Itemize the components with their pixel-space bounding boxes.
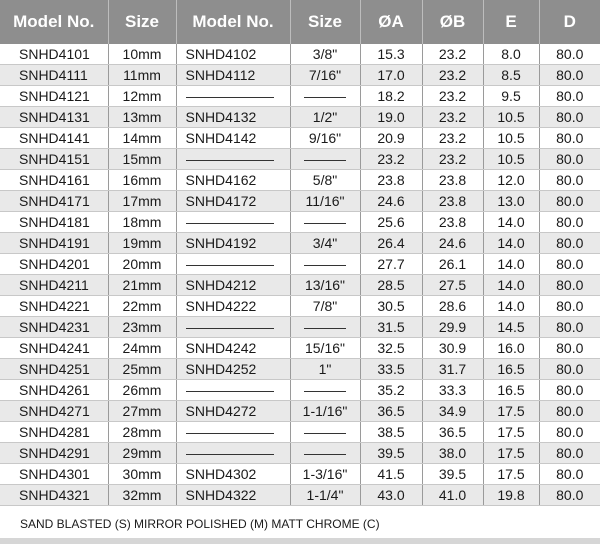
- table-row: [0, 44, 600, 65]
- cell-model-no-imperial: SNHD4252: [176, 359, 290, 380]
- cell-model-no-imperial: SNHD4192: [176, 233, 290, 254]
- cell-diameter-a: 38.5: [360, 422, 422, 443]
- table-row: [0, 86, 600, 107]
- cell-size-imperial: [290, 422, 360, 443]
- cell-model-no-metric: SNHD4241: [0, 338, 108, 359]
- cell-model-no-metric: SNHD4211: [0, 275, 108, 296]
- cell-d: 80.0: [539, 44, 600, 65]
- cell-size-metric: 26mm: [108, 380, 176, 401]
- cell-model-no-metric: SNHD4321: [0, 485, 108, 506]
- cell-size-metric: 11mm: [108, 65, 176, 86]
- table-row: [0, 296, 600, 317]
- cell-model-no-imperial: [176, 149, 290, 170]
- cell-size-metric: 24mm: [108, 338, 176, 359]
- not-available-dash: [304, 97, 346, 98]
- header-model-no-metric: Model No.: [0, 0, 108, 44]
- cell-diameter-b: 24.6: [422, 233, 483, 254]
- cell-d: 80.0: [539, 149, 600, 170]
- header-e: E: [483, 0, 539, 44]
- not-available-dash: [186, 223, 274, 224]
- cell-size-metric: 12mm: [108, 86, 176, 107]
- cell-diameter-a: 23.8: [360, 170, 422, 191]
- cell-e: 14.5: [483, 317, 539, 338]
- cell-size-imperial: [290, 254, 360, 275]
- cell-e: 10.5: [483, 128, 539, 149]
- cell-diameter-a: 28.5: [360, 275, 422, 296]
- cell-model-no-metric: SNHD4301: [0, 464, 108, 485]
- cell-d: 80.0: [539, 170, 600, 191]
- cell-size-imperial: 13/16": [290, 275, 360, 296]
- table-row: [0, 107, 600, 128]
- cell-diameter-a: 15.3: [360, 44, 422, 65]
- cell-model-no-imperial: [176, 443, 290, 464]
- cell-size-metric: 27mm: [108, 401, 176, 422]
- cell-diameter-b: 23.2: [422, 44, 483, 65]
- not-available-dash: [304, 265, 346, 266]
- cell-size-imperial: 15/16": [290, 338, 360, 359]
- cell-e: 17.5: [483, 464, 539, 485]
- cell-model-no-imperial: [176, 317, 290, 338]
- cell-size-metric: 16mm: [108, 170, 176, 191]
- cell-size-metric: 30mm: [108, 464, 176, 485]
- table-row: [0, 443, 600, 464]
- cell-e: 14.0: [483, 254, 539, 275]
- cell-model-no-metric: SNHD4251: [0, 359, 108, 380]
- cell-size-metric: 22mm: [108, 296, 176, 317]
- cell-d: 80.0: [539, 380, 600, 401]
- cell-diameter-b: 27.5: [422, 275, 483, 296]
- table-header-row: [0, 0, 600, 44]
- table-row: [0, 170, 600, 191]
- cell-diameter-a: 36.5: [360, 401, 422, 422]
- not-available-dash: [186, 454, 274, 455]
- cell-model-no-metric: SNHD4191: [0, 233, 108, 254]
- cell-diameter-b: 33.3: [422, 380, 483, 401]
- header-model-no-imperial: Model No.: [176, 0, 290, 44]
- cell-e: 17.5: [483, 443, 539, 464]
- table-row: [0, 485, 600, 506]
- cell-diameter-a: 39.5: [360, 443, 422, 464]
- cell-diameter-b: 23.8: [422, 212, 483, 233]
- cell-size-imperial: [290, 149, 360, 170]
- cell-diameter-b: 23.2: [422, 128, 483, 149]
- cell-size-imperial: 7/16": [290, 65, 360, 86]
- cell-model-no-imperial: [176, 380, 290, 401]
- cell-diameter-a: 26.4: [360, 233, 422, 254]
- cell-model-no-imperial: SNHD4272: [176, 401, 290, 422]
- cell-diameter-a: 17.0: [360, 65, 422, 86]
- cell-d: 80.0: [539, 65, 600, 86]
- cell-diameter-b: 36.5: [422, 422, 483, 443]
- cell-diameter-b: 23.2: [422, 107, 483, 128]
- cell-diameter-b: 26.1: [422, 254, 483, 275]
- cell-size-metric: 18mm: [108, 212, 176, 233]
- cell-e: 8.5: [483, 65, 539, 86]
- cell-diameter-b: 38.0: [422, 443, 483, 464]
- cell-size-metric: 13mm: [108, 107, 176, 128]
- cell-model-no-imperial: SNHD4172: [176, 191, 290, 212]
- table-row: [0, 65, 600, 86]
- table-row: [0, 422, 600, 443]
- cell-size-metric: 32mm: [108, 485, 176, 506]
- table-row: [0, 191, 600, 212]
- cell-diameter-b: 41.0: [422, 485, 483, 506]
- cell-size-imperial: [290, 443, 360, 464]
- table-row: [0, 401, 600, 422]
- cell-model-no-imperial: [176, 212, 290, 233]
- cell-diameter-a: 43.0: [360, 485, 422, 506]
- cell-e: 9.5: [483, 86, 539, 107]
- cell-d: 80.0: [539, 338, 600, 359]
- cell-size-imperial: [290, 212, 360, 233]
- table-row: [0, 359, 600, 380]
- cell-d: 80.0: [539, 254, 600, 275]
- cell-d: 80.0: [539, 401, 600, 422]
- cell-e: 10.5: [483, 149, 539, 170]
- cell-size-metric: 15mm: [108, 149, 176, 170]
- table-row: [0, 212, 600, 233]
- cell-diameter-b: 23.2: [422, 149, 483, 170]
- cell-model-no-metric: SNHD4171: [0, 191, 108, 212]
- cell-d: 80.0: [539, 359, 600, 380]
- cell-e: 16.5: [483, 359, 539, 380]
- cell-d: 80.0: [539, 296, 600, 317]
- cell-model-no-metric: SNHD4111: [0, 65, 108, 86]
- cell-size-imperial: 1-1/4": [290, 485, 360, 506]
- header-size-metric: Size: [108, 0, 176, 44]
- spec-table-body: [0, 44, 600, 506]
- not-available-dash: [304, 433, 346, 434]
- table-row: [0, 338, 600, 359]
- footer-band: [0, 538, 600, 544]
- cell-model-no-metric: SNHD4161: [0, 170, 108, 191]
- cell-diameter-a: 25.6: [360, 212, 422, 233]
- cell-diameter-b: 23.2: [422, 86, 483, 107]
- not-available-dash: [186, 391, 274, 392]
- cell-diameter-a: 18.2: [360, 86, 422, 107]
- cell-diameter-a: 30.5: [360, 296, 422, 317]
- header-size-imperial: Size: [290, 0, 360, 44]
- not-available-dash: [304, 328, 346, 329]
- cell-model-no-metric: SNHD4231: [0, 317, 108, 338]
- cell-model-no-imperial: SNHD4132: [176, 107, 290, 128]
- cell-size-metric: 25mm: [108, 359, 176, 380]
- cell-d: 80.0: [539, 443, 600, 464]
- cell-model-no-metric: SNHD4281: [0, 422, 108, 443]
- cell-model-no-metric: SNHD4221: [0, 296, 108, 317]
- not-available-dash: [186, 328, 274, 329]
- cell-model-no-metric: SNHD4131: [0, 107, 108, 128]
- cell-size-imperial: 1-3/16": [290, 464, 360, 485]
- cell-diameter-a: 20.9: [360, 128, 422, 149]
- cell-size-imperial: 5/8": [290, 170, 360, 191]
- cell-e: 17.5: [483, 422, 539, 443]
- cell-model-no-imperial: SNHD4242: [176, 338, 290, 359]
- not-available-dash: [304, 223, 346, 224]
- cell-d: 80.0: [539, 422, 600, 443]
- cell-d: 80.0: [539, 233, 600, 254]
- cell-diameter-a: 33.5: [360, 359, 422, 380]
- table-row: [0, 128, 600, 149]
- table-row: [0, 317, 600, 338]
- cell-size-imperial: 3/4": [290, 233, 360, 254]
- cell-size-metric: 17mm: [108, 191, 176, 212]
- cell-e: 14.0: [483, 212, 539, 233]
- cell-model-no-metric: SNHD4181: [0, 212, 108, 233]
- cell-diameter-b: 29.9: [422, 317, 483, 338]
- cell-e: 13.0: [483, 191, 539, 212]
- cell-diameter-b: 31.7: [422, 359, 483, 380]
- cell-size-imperial: [290, 86, 360, 107]
- cell-model-no-imperial: SNHD4162: [176, 170, 290, 191]
- cell-model-no-imperial: SNHD4142: [176, 128, 290, 149]
- cell-e: 12.0: [483, 170, 539, 191]
- cell-size-metric: 10mm: [108, 44, 176, 65]
- not-available-dash: [186, 160, 274, 161]
- cell-size-metric: 23mm: [108, 317, 176, 338]
- header-diameter-a: ØA: [360, 0, 422, 44]
- cell-e: 16.0: [483, 338, 539, 359]
- cell-model-no-imperial: SNHD4302: [176, 464, 290, 485]
- cell-d: 80.0: [539, 317, 600, 338]
- cell-size-metric: 14mm: [108, 128, 176, 149]
- cell-model-no-imperial: SNHD4112: [176, 65, 290, 86]
- cell-diameter-b: 28.6: [422, 296, 483, 317]
- cell-diameter-b: 23.8: [422, 170, 483, 191]
- cell-model-no-imperial: SNHD4222: [176, 296, 290, 317]
- cell-model-no-metric: SNHD4201: [0, 254, 108, 275]
- cell-diameter-b: 30.9: [422, 338, 483, 359]
- cell-model-no-imperial: [176, 422, 290, 443]
- not-available-dash: [186, 97, 274, 98]
- cell-diameter-a: 23.2: [360, 149, 422, 170]
- cell-size-metric: 21mm: [108, 275, 176, 296]
- cell-model-no-metric: SNHD4101: [0, 44, 108, 65]
- cell-d: 80.0: [539, 191, 600, 212]
- cell-diameter-a: 31.5: [360, 317, 422, 338]
- cell-e: 17.5: [483, 401, 539, 422]
- cell-diameter-b: 34.9: [422, 401, 483, 422]
- cell-e: 14.0: [483, 233, 539, 254]
- cell-d: 80.0: [539, 128, 600, 149]
- cell-model-no-imperial: SNHD4322: [176, 485, 290, 506]
- cell-e: 14.0: [483, 275, 539, 296]
- cell-model-no-metric: SNHD4291: [0, 443, 108, 464]
- cell-size-metric: 29mm: [108, 443, 176, 464]
- cell-e: 14.0: [483, 296, 539, 317]
- table-row: [0, 233, 600, 254]
- cell-diameter-a: 19.0: [360, 107, 422, 128]
- finish-options-note: SAND BLASTED (S) MIRROR POLISHED (M) MATT CHROME (C): [20, 517, 380, 531]
- cell-diameter-a: 32.5: [360, 338, 422, 359]
- header-d: D: [539, 0, 600, 44]
- cell-model-no-imperial: SNHD4102: [176, 44, 290, 65]
- cell-model-no-metric: SNHD4121: [0, 86, 108, 107]
- cell-size-metric: 20mm: [108, 254, 176, 275]
- cell-model-no-imperial: [176, 86, 290, 107]
- cell-e: 19.8: [483, 485, 539, 506]
- not-available-dash: [304, 391, 346, 392]
- cell-size-imperial: 1/2": [290, 107, 360, 128]
- cell-d: 80.0: [539, 275, 600, 296]
- cell-model-no-metric: SNHD4151: [0, 149, 108, 170]
- cell-size-imperial: 3/8": [290, 44, 360, 65]
- cell-model-no-metric: SNHD4141: [0, 128, 108, 149]
- cell-diameter-a: 41.5: [360, 464, 422, 485]
- table-row: [0, 254, 600, 275]
- cell-d: 80.0: [539, 107, 600, 128]
- not-available-dash: [304, 160, 346, 161]
- cell-diameter-a: 24.6: [360, 191, 422, 212]
- cell-diameter-a: 35.2: [360, 380, 422, 401]
- cell-size-imperial: [290, 317, 360, 338]
- cell-model-no-metric: SNHD4261: [0, 380, 108, 401]
- cell-d: 80.0: [539, 212, 600, 233]
- cell-diameter-a: 27.7: [360, 254, 422, 275]
- cell-size-imperial: 11/16": [290, 191, 360, 212]
- table-row: [0, 464, 600, 485]
- cell-size-imperial: 1": [290, 359, 360, 380]
- cell-diameter-b: 23.2: [422, 65, 483, 86]
- cell-diameter-b: 23.8: [422, 191, 483, 212]
- not-available-dash: [304, 454, 346, 455]
- cell-model-no-metric: SNHD4271: [0, 401, 108, 422]
- cell-size-imperial: 7/8": [290, 296, 360, 317]
- cell-model-no-imperial: [176, 254, 290, 275]
- table-row: [0, 380, 600, 401]
- cell-d: 80.0: [539, 485, 600, 506]
- cell-size-imperial: [290, 380, 360, 401]
- cell-d: 80.0: [539, 86, 600, 107]
- table-row: [0, 149, 600, 170]
- cell-size-metric: 19mm: [108, 233, 176, 254]
- cell-e: 8.0: [483, 44, 539, 65]
- cell-e: 10.5: [483, 107, 539, 128]
- header-diameter-b: ØB: [422, 0, 483, 44]
- cell-e: 16.5: [483, 380, 539, 401]
- cell-size-metric: 28mm: [108, 422, 176, 443]
- not-available-dash: [186, 433, 274, 434]
- table-row: [0, 275, 600, 296]
- cell-diameter-b: 39.5: [422, 464, 483, 485]
- cell-size-imperial: 9/16": [290, 128, 360, 149]
- cell-size-imperial: 1-1/16": [290, 401, 360, 422]
- cell-model-no-imperial: SNHD4212: [176, 275, 290, 296]
- not-available-dash: [186, 265, 274, 266]
- cell-d: 80.0: [539, 464, 600, 485]
